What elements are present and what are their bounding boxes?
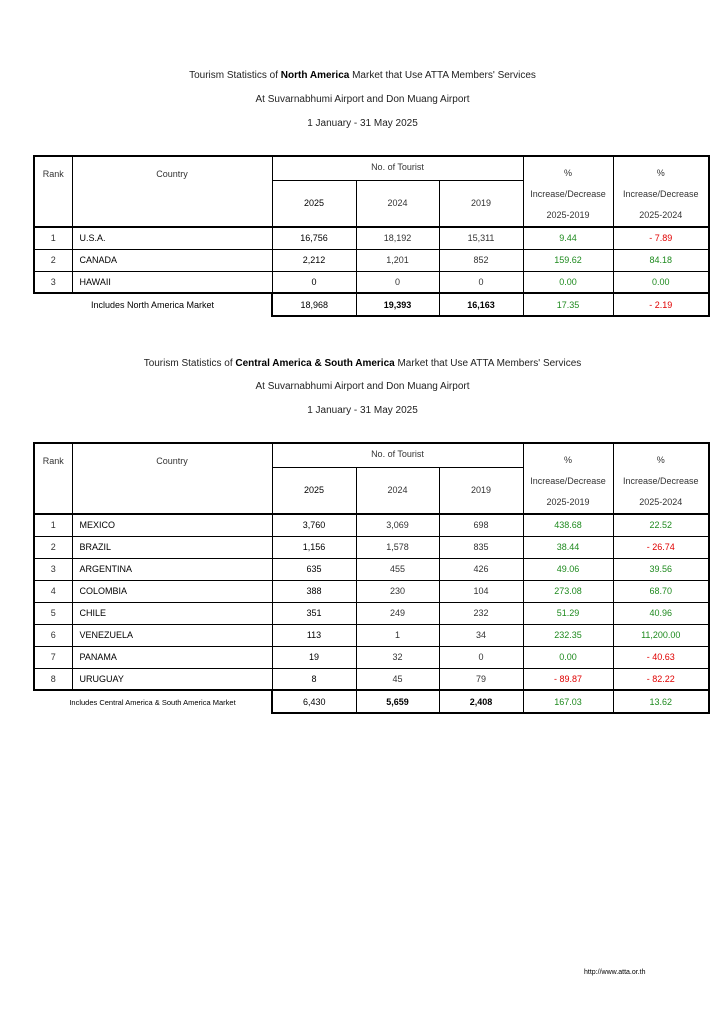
- row-country: HAWAII: [72, 271, 272, 293]
- table-row: [34, 646, 709, 668]
- row-2019: 0: [439, 646, 523, 668]
- total-2025: 18,968: [272, 293, 356, 316]
- row-2025: 388: [272, 580, 356, 602]
- table-row: [34, 580, 709, 602]
- table-row: [34, 249, 709, 271]
- header-pct-2025-2024: % Increase/Decrease 2025-2024: [613, 443, 709, 514]
- row-country: ARGENTINA: [72, 558, 272, 580]
- row-rank: 6: [34, 624, 72, 646]
- row-rank: 4: [34, 580, 72, 602]
- row-pct-2025-2024: 40.96: [613, 602, 709, 624]
- row-pct-2025-2019: 0.00: [523, 271, 613, 293]
- table-row: [34, 558, 709, 580]
- row-2024: 32: [356, 646, 439, 668]
- row-pct-2025-2019: 0.00: [523, 646, 613, 668]
- row-2019: 852: [439, 249, 523, 271]
- header-2019: 2019: [439, 467, 523, 514]
- row-2025: 0: [272, 271, 356, 293]
- central-period: 1 January - 31 May 2025: [307, 405, 418, 416]
- row-rank: 5: [34, 602, 72, 624]
- row-country: VENEZUELA: [72, 624, 272, 646]
- row-2025: 635: [272, 558, 356, 580]
- header-country: Country: [72, 156, 272, 227]
- row-2019: 79: [439, 668, 523, 690]
- table-row: [34, 668, 709, 690]
- row-2025: 8: [272, 668, 356, 690]
- total-pct-2025-2019: 17.35: [523, 293, 613, 316]
- row-2024: 1: [356, 624, 439, 646]
- header-rank: Rank: [34, 443, 72, 514]
- total-2024: 19,393: [356, 293, 439, 316]
- header-pct-2025-2019: % Increase/Decrease 2025-2019: [523, 156, 613, 227]
- header-country: Country: [72, 443, 272, 514]
- row-pct-2025-2024: - 82.22: [613, 668, 709, 690]
- row-pct-2025-2019: 273.08: [523, 580, 613, 602]
- total-label: Includes North America Market: [90, 300, 215, 310]
- north-title: Tourism Statistics of North America Market that Use ATTA Members' Services: [189, 70, 536, 81]
- row-2025: 113: [272, 624, 356, 646]
- total-pct-2025-2019: 167.03: [523, 690, 613, 713]
- total-label: Includes Central America & South America Market: [69, 697, 236, 707]
- row-country: U.S.A.: [72, 227, 272, 249]
- row-2024: 0: [356, 271, 439, 293]
- header-no-tourist: No. of Tourist: [272, 443, 523, 467]
- row-pct-2025-2019: 438.68: [523, 514, 613, 536]
- header-2025: 2025: [272, 467, 356, 514]
- table-row: [34, 602, 709, 624]
- row-rank: 3: [34, 271, 72, 293]
- row-rank: 3: [34, 558, 72, 580]
- row-pct-2025-2019: 38.44: [523, 536, 613, 558]
- table-row: [34, 536, 709, 558]
- central-title: Tourism Statistics of Central America & South America Market that Use ATTA Members' Services: [143, 358, 582, 369]
- row-2025: 19: [272, 646, 356, 668]
- table-row: [34, 514, 709, 536]
- row-country: MEXICO: [72, 514, 272, 536]
- row-pct-2025-2024: 22.52: [613, 514, 709, 536]
- row-pct-2025-2024: 39.56: [613, 558, 709, 580]
- row-rank: 2: [34, 249, 72, 271]
- total-row: [34, 690, 709, 713]
- row-pct-2025-2019: 232.35: [523, 624, 613, 646]
- row-2024: 18,192: [356, 227, 439, 249]
- row-pct-2025-2019: 159.62: [523, 249, 613, 271]
- row-2024: 455: [356, 558, 439, 580]
- total-pct-2025-2024: 13.62: [613, 690, 709, 713]
- header-pct-2025-2019: % Increase/Decrease 2025-2019: [523, 443, 613, 514]
- row-country: URUGUAY: [72, 668, 272, 690]
- row-2024: 1,578: [356, 536, 439, 558]
- row-2019: 0: [439, 271, 523, 293]
- row-2019: 426: [439, 558, 523, 580]
- row-pct-2025-2024: 0.00: [613, 271, 709, 293]
- central-south-america-table: [33, 442, 710, 714]
- row-rank: 1: [34, 514, 72, 536]
- row-pct-2025-2019: 9.44: [523, 227, 613, 249]
- total-2024: 5,659: [356, 690, 439, 713]
- header-2019: 2019: [439, 180, 523, 227]
- north-period: 1 January - 31 May 2025: [307, 118, 418, 129]
- row-pct-2025-2019: 49.06: [523, 558, 613, 580]
- north-america-table: [33, 155, 710, 317]
- row-2024: 3,069: [356, 514, 439, 536]
- row-2019: 15,311: [439, 227, 523, 249]
- header-pct-2025-2024: % Increase/Decrease 2025-2024: [613, 156, 709, 227]
- row-country: CANADA: [72, 249, 272, 271]
- table-row: [34, 624, 709, 646]
- row-2019: 698: [439, 514, 523, 536]
- row-rank: 8: [34, 668, 72, 690]
- row-pct-2025-2024: - 26.74: [613, 536, 709, 558]
- header-no-tourist: No. of Tourist: [272, 156, 523, 180]
- row-2025: 3,760: [272, 514, 356, 536]
- row-pct-2025-2019: 51.29: [523, 602, 613, 624]
- table-row: [34, 271, 709, 293]
- total-row: [34, 293, 709, 316]
- row-2019: 835: [439, 536, 523, 558]
- total-pct-2025-2024: - 2.19: [613, 293, 709, 316]
- header-2024: 2024: [356, 180, 439, 227]
- table-row: [34, 227, 709, 249]
- header-rank: Rank: [34, 156, 72, 227]
- row-rank: 2: [34, 536, 72, 558]
- row-pct-2025-2024: - 7.89: [613, 227, 709, 249]
- row-country: PANAMA: [72, 646, 272, 668]
- row-2025: 2,212: [272, 249, 356, 271]
- row-2024: 249: [356, 602, 439, 624]
- row-country: CHILE: [72, 602, 272, 624]
- row-pct-2025-2024: 84.18: [613, 249, 709, 271]
- central-subtitle: At Suvarnabhumi Airport and Don Muang Airport: [255, 381, 470, 392]
- row-country: COLOMBIA: [72, 580, 272, 602]
- row-rank: 1: [34, 227, 72, 249]
- row-pct-2025-2019: - 89.87: [523, 668, 613, 690]
- header-2024: 2024: [356, 467, 439, 514]
- row-2024: 45: [356, 668, 439, 690]
- header-2025: 2025: [272, 180, 356, 227]
- row-2025: 16,756: [272, 227, 356, 249]
- row-pct-2025-2024: 11,200.00: [613, 624, 709, 646]
- row-2025: 1,156: [272, 536, 356, 558]
- row-rank: 7: [34, 646, 72, 668]
- row-2019: 232: [439, 602, 523, 624]
- total-2019: 16,163: [439, 293, 523, 316]
- total-2019: 2,408: [439, 690, 523, 713]
- row-2025: 351: [272, 602, 356, 624]
- row-2024: 230: [356, 580, 439, 602]
- north-subtitle: At Suvarnabhumi Airport and Don Muang Airport: [255, 94, 470, 105]
- footer-website-link[interactable]: http://www.atta.or.th: [584, 969, 646, 976]
- row-pct-2025-2024: 68.70: [613, 580, 709, 602]
- row-2024: 1,201: [356, 249, 439, 271]
- row-2019: 34: [439, 624, 523, 646]
- row-country: BRAZIL: [72, 536, 272, 558]
- total-2025: 6,430: [272, 690, 356, 713]
- row-2019: 104: [439, 580, 523, 602]
- row-pct-2025-2024: - 40.63: [613, 646, 709, 668]
